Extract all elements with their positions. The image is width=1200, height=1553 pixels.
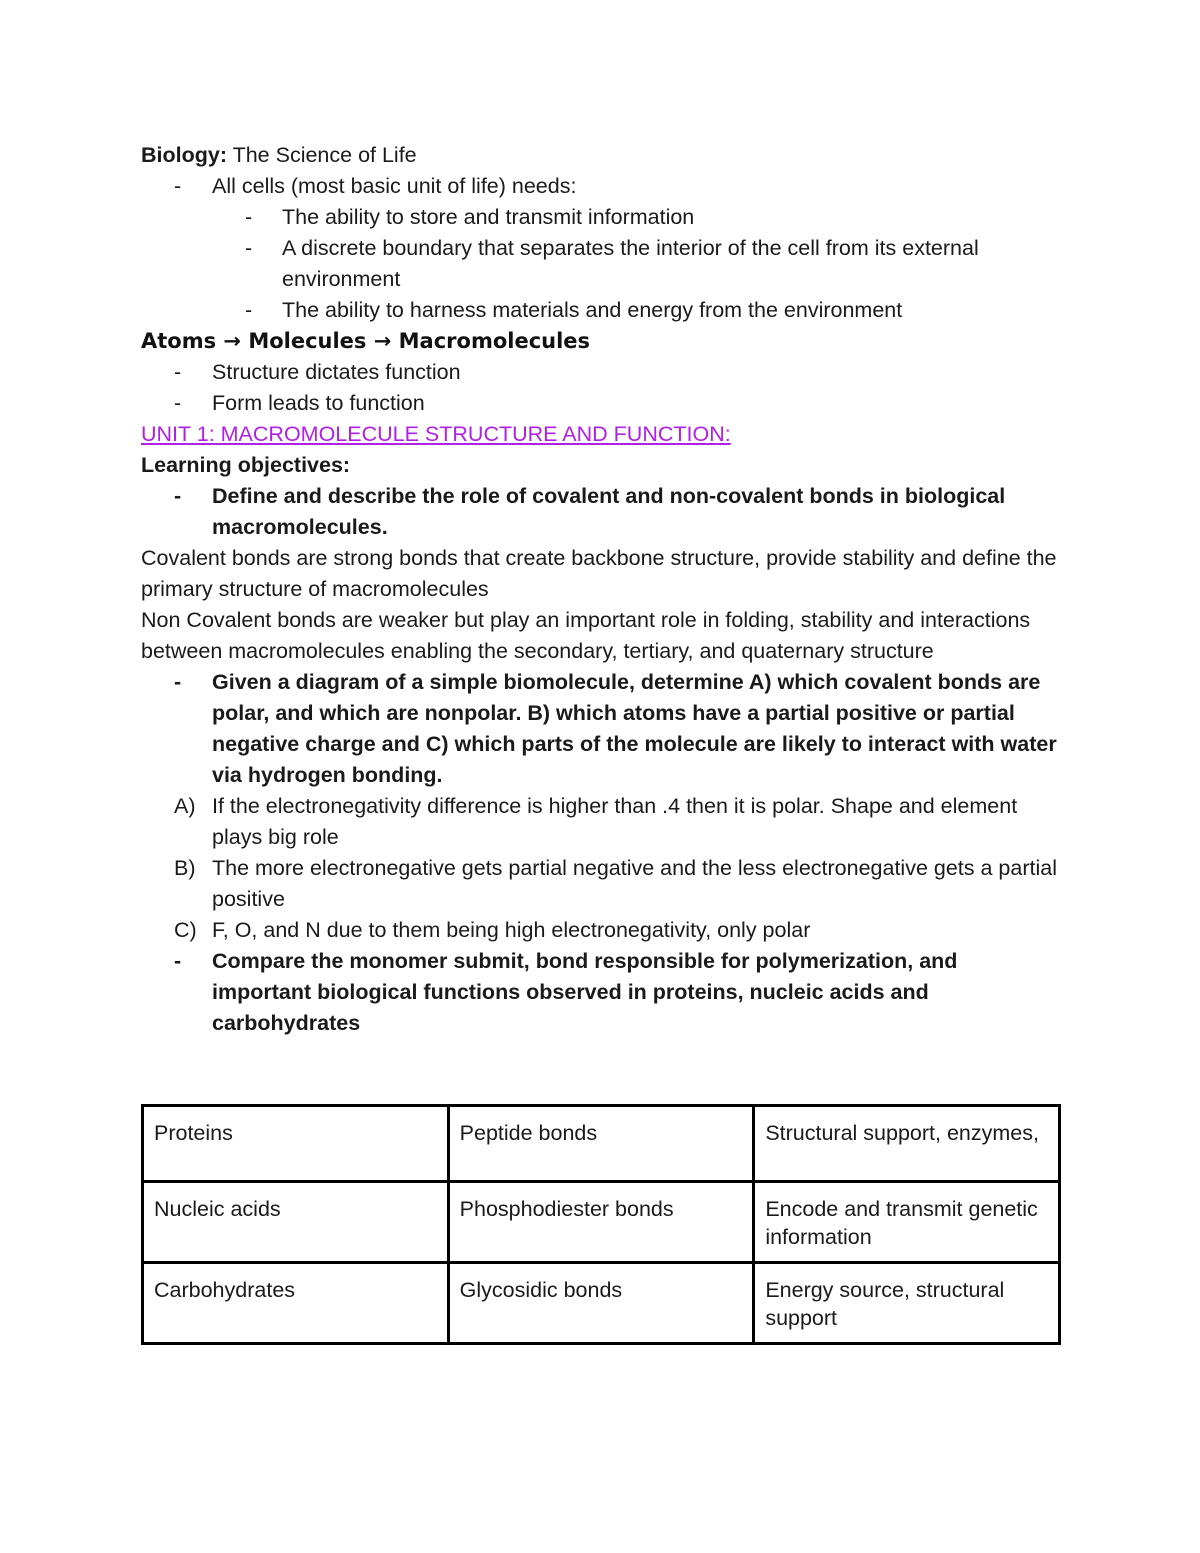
paragraph-covalent: Covalent bonds are strong bonds that create backbone structure, provide stability and define the primary structure of macromolecules <box>141 546 1057 601</box>
sub-list-item: - The ability to store and transmit information <box>245 205 695 229</box>
macromolecule-table <box>141 1104 1061 1345</box>
table-cell: Carbohydrates <box>143 1263 449 1344</box>
table-cell: Glycosidic bonds <box>448 1263 754 1344</box>
learning-objectives-heading: Learning objectives: <box>141 453 351 477</box>
answer-item: A) If the electronegativity difference is higher than .4 then it is polar. Shape and element plays big role <box>174 794 1018 849</box>
title-bold: Biology: <box>141 143 227 167</box>
table-row <box>143 1263 1060 1344</box>
title-rest: The Science of Life <box>227 143 417 167</box>
table-row <box>143 1106 1060 1182</box>
table-cell: Proteins <box>143 1106 449 1182</box>
answer-item: B) The more electronegative gets partial negative and the less electronegative gets a partial positive <box>174 856 1057 911</box>
answer-item: C) F, O, and N due to them being high electronegativity, only polar <box>174 918 811 942</box>
table-cell: Encode and transmit genetic information <box>754 1182 1060 1263</box>
cells-needs-label: All cells (most basic unit of life) needs: <box>212 174 577 198</box>
table-cell: Energy source, structural support <box>754 1263 1060 1344</box>
atoms-heading: Atoms → Molecules → Macromolecules <box>141 329 591 353</box>
table-row <box>143 1182 1060 1263</box>
sub-list-item: - The ability to harness materials and energy from the environment <box>245 298 903 322</box>
table-cell: Phosphodiester bonds <box>448 1182 754 1263</box>
paragraph-noncovalent: Non Covalent bonds are weaker but play an important role in folding, stability and interactions between macromolecules enabling the secondary, tertiary, and quaternary structure <box>141 608 1031 663</box>
table-cell: Peptide bonds <box>448 1106 754 1182</box>
table-cell: Structural support, enzymes, <box>754 1106 1060 1182</box>
doc-title <box>141 140 1061 171</box>
objective-item: - Compare the monomer submit, bond responsible for polymerization, and important biological functions observed in proteins, nucleic acids and carbohydrates <box>174 949 958 1035</box>
table-cell: Nucleic acids <box>143 1182 449 1263</box>
list-item: - Structure dictates function <box>174 360 461 384</box>
list-item: - All cells (most basic unit of life) needs: <box>174 174 577 198</box>
objective-item: - Define and describe the role of covalent and non-covalent bonds in biological macromolecules. <box>174 484 1006 539</box>
unit-heading-link[interactable]: UNIT 1: MACROMOLECULE STRUCTURE AND FUNCTION: <box>141 422 731 446</box>
sub-list-item: - A discrete boundary that separates the interior of the cell from its external environment <box>245 236 979 291</box>
document-body <box>141 140 1061 1039</box>
objective-item: - Given a diagram of a simple biomolecule, determine A) which covalent bonds are polar, and which are nonpolar. B) which atoms have a partial positive or partial negative charge and C) which parts of the molecule are likely to interact with water via hydrogen bonding. <box>174 670 1057 787</box>
list-item: - Form leads to function <box>174 391 425 415</box>
